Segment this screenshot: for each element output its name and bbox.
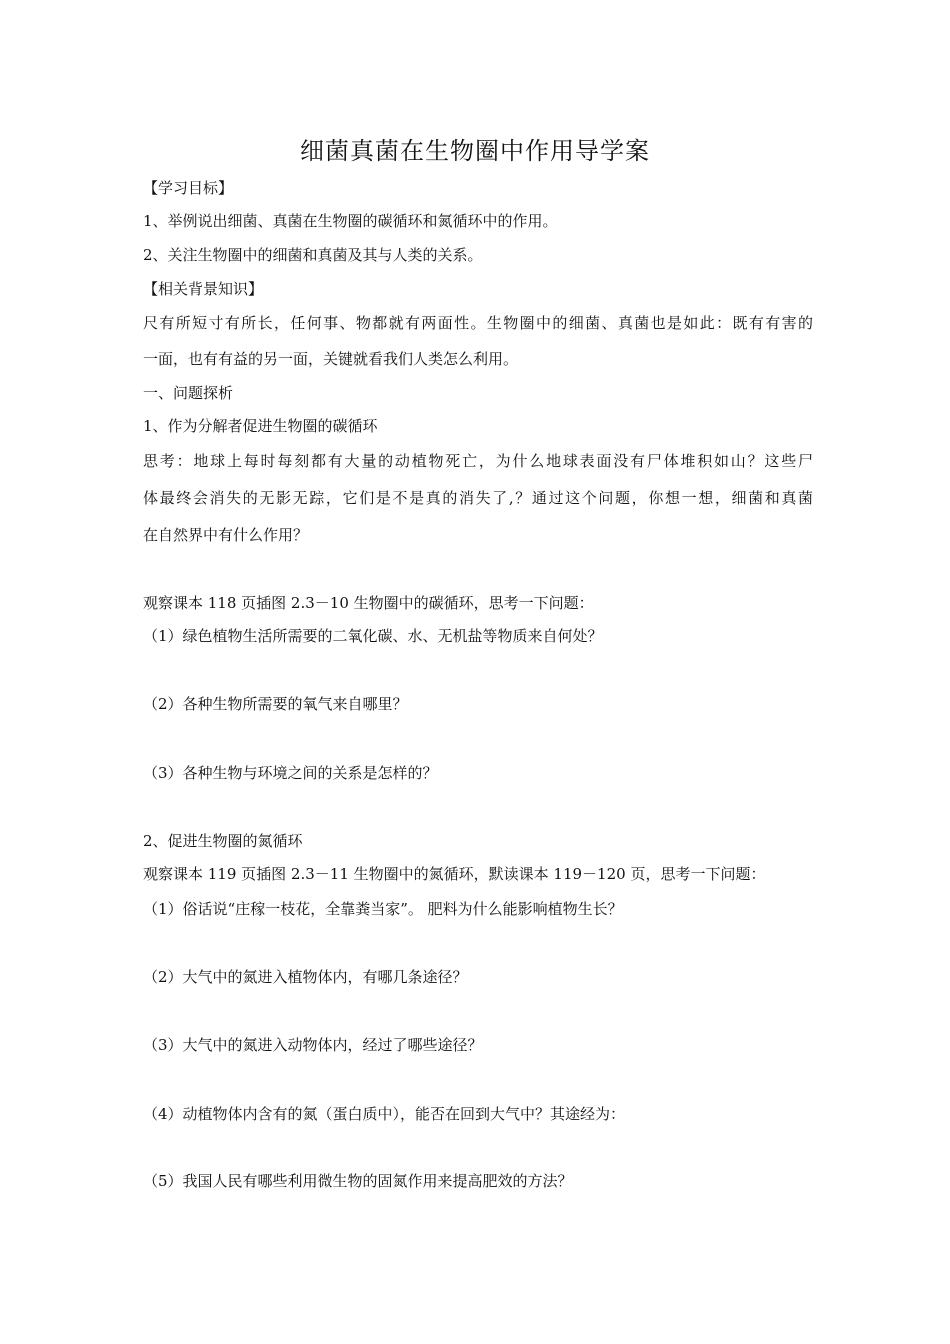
observe-nitrogen-figure: 观察课本 119 页插图 2.3－11 生物圈中的氮循环，默读课本 119－120 页，思考一下问题： — [143, 865, 766, 883]
nitrogen-question-3: （3）大气中的氮进入动物体内，经过了哪些途径？ — [143, 1036, 483, 1054]
section-heading-background: 【相关背景知识】 — [143, 280, 264, 298]
background-paragraph-line-2: 一面，也有有益的另一面，关键就看我们人类怎么利用。 — [143, 350, 519, 368]
nitrogen-question-1: （1）俗话说“庄稼一枝花，全靠粪当家”。 肥料为什么能影响植物生长？ — [143, 900, 623, 918]
background-paragraph-line-1: 尺有所短寸有所长，任何事、物都就有两面性。生物圈中的细菌、真菌也是如此：既有有害的 — [143, 314, 813, 332]
subsection-nitrogen-cycle: 2、促进生物圈的氮循环 — [143, 832, 303, 850]
goal-item-1: 1、举例说出细菌、真菌在生物圈的碳循环和氮循环中的作用。 — [143, 212, 558, 230]
carbon-question-2: （2）各种生物所需要的氧气来自哪里？ — [143, 695, 408, 713]
think-paragraph-line-3: 在自然界中有什么作用？ — [143, 526, 309, 544]
document-title: 细菌真菌在生物圈中作用导学案 — [300, 137, 650, 165]
section-heading-problem-analysis: 一、问题探析 — [143, 384, 234, 402]
carbon-question-1: （1）绿色植物生活所需要的二氧化碳、水、无机盐等物质来自何处？ — [143, 627, 603, 645]
section-heading-learning-goals: 【学习目标】 — [143, 179, 234, 197]
think-paragraph-line-1: 思考：地球上每时每刻都有大量的动植物死亡，为什么地球表面没有尸体堆积如山？这些尸 — [143, 452, 813, 470]
nitrogen-question-2: （2）大气中的氮进入植物体内，有哪几条途径？ — [143, 968, 468, 986]
carbon-question-3: （3）各种生物与环境之间的关系是怎样的？ — [143, 764, 438, 782]
nitrogen-question-5: （5）我国人民有哪些利用微生物的固氮作用来提高肥效的方法？ — [143, 1172, 573, 1190]
think-paragraph-line-2: 体最终会消失的无影无踪，它们是不是真的消失了,？通过这个问题，你想一想，细菌和真菌 — [143, 489, 813, 507]
observe-carbon-figure: 观察课本 118 页插图 2.3－10 生物圈中的碳循环，思考一下问题： — [143, 594, 594, 612]
subsection-carbon-cycle: 1、作为分解者促进生物圈的碳循环 — [143, 417, 378, 435]
nitrogen-question-4: （4）动植物体内含有的氮（蛋白质中），能否在回到大气中？其途经为： — [143, 1105, 626, 1123]
goal-item-2: 2、关注生物圈中的细菌和真菌及其与人类的关系。 — [143, 246, 483, 264]
